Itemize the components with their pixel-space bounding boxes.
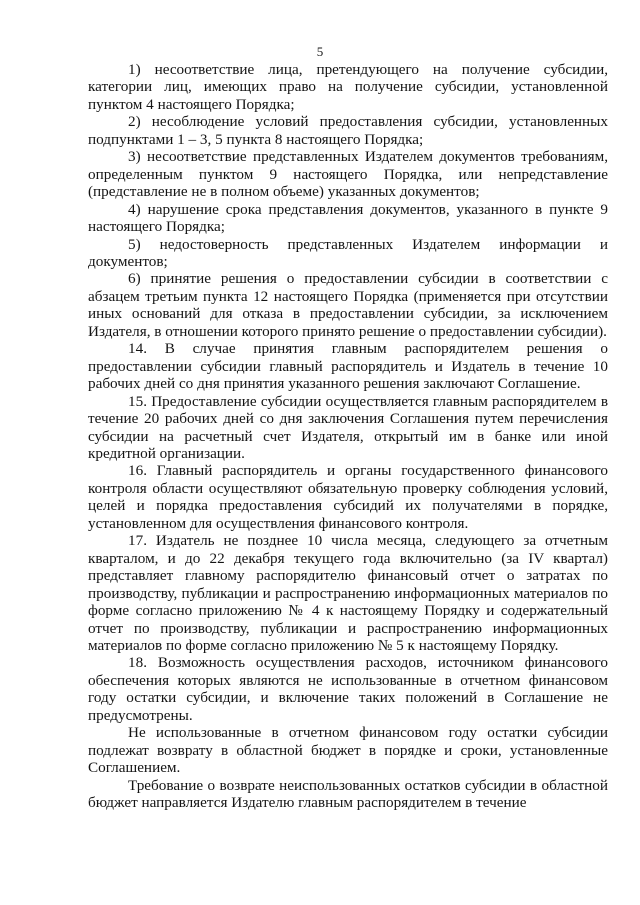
paragraph-section-16: 16. Главный распорядитель и органы государственного финансового контроля области осуществляют обязательную проверку соблюдения условий, целей и порядка предоставления субсидий их получателями в порядке, установленном для осуществления финансового контроля. — [88, 462, 608, 532]
document-body — [88, 61, 608, 811]
paragraph-reason-6: 6) принятие решения о предоставлении субсидии в соответствии с абзацем третьим пункта 12 настоящего Порядка (применяется при отсутствии иных оснований для отказа в предоставлении субсидии, за исключением Издателя, в отношении которого принято решение о предоставлении субсидии). — [88, 270, 608, 340]
paragraph-reason-3: 3) несоответствие представленных Издателем документов требованиям, определенным пунктом 9 настоящего Порядка, или непредставление (представление не в полном объеме) указанных документов; — [88, 148, 608, 201]
paragraph-reason-5: 5) недостоверность представленных Издателем информации и документов; — [88, 235, 608, 270]
paragraph-refund-request: Требование о возврате неиспользованных остатков субсидии в областной бюджет направляется Издателю главным распорядителем в течение — [88, 776, 608, 812]
paragraph-section-15: 15. Предоставление субсидии осуществляется главным распорядителем в течение 20 рабочих дней со дня заключения Соглашения путем перечисления субсидии на расчетный счет Издателя, открытый им в банке или иной кредитной организации. — [88, 392, 608, 462]
paragraph-section-18: 18. Возможность осуществления расходов, источником финансового обеспечения которых являются не использованные в отчетном финансовом году остатки субсидии, и включение таких положений в Соглашение не предусмотрены. — [88, 654, 608, 724]
page-number: 5 — [316, 44, 324, 59]
paragraph-unused-balance: Не использованные в отчетном финансовом году остатки субсидии подлежат возврату в областной бюджет в порядке и сроки, установленные Соглашением. — [88, 724, 608, 777]
paragraph-reason-1: 1) несоответствие лица, претендующего на получение субсидии, категории лиц, имеющих право на получение субсидии, установленной пунктом 4 настоящего Порядка; — [88, 61, 608, 113]
paragraph-section-17: 17. Издатель не позднее 10 числа месяца, следующего за отчетным кварталом, и до 22 декабря текущего года включительно (за IV квартал) представляет главному распорядителю финансовый отчет о затратах по производству, публикации и распространению информационных материалов по форме согласно приложению № 4 к настоящему Порядку и содержательный отчет по производству, публикации и распространению информационных материалов по форме согласно приложению № 5 к настоящему Порядку. — [88, 532, 608, 654]
paragraph-section-14: 14. В случае принятия главным распорядителем решения о предоставлении субсидии главный распорядитель и Издатель в течение 10 рабочих дней со дня принятия указанного решения заключают Соглашение. — [88, 340, 608, 393]
paragraph-reason-4: 4) нарушение срока представления документов, указанного в пункте 9 настоящего Порядка; — [88, 200, 608, 236]
paragraph-reason-2: 2) несоблюдение условий предоставления субсидии, установленных подпунктами 1 – 3, 5 пункта 8 настоящего Порядка; — [88, 113, 608, 148]
